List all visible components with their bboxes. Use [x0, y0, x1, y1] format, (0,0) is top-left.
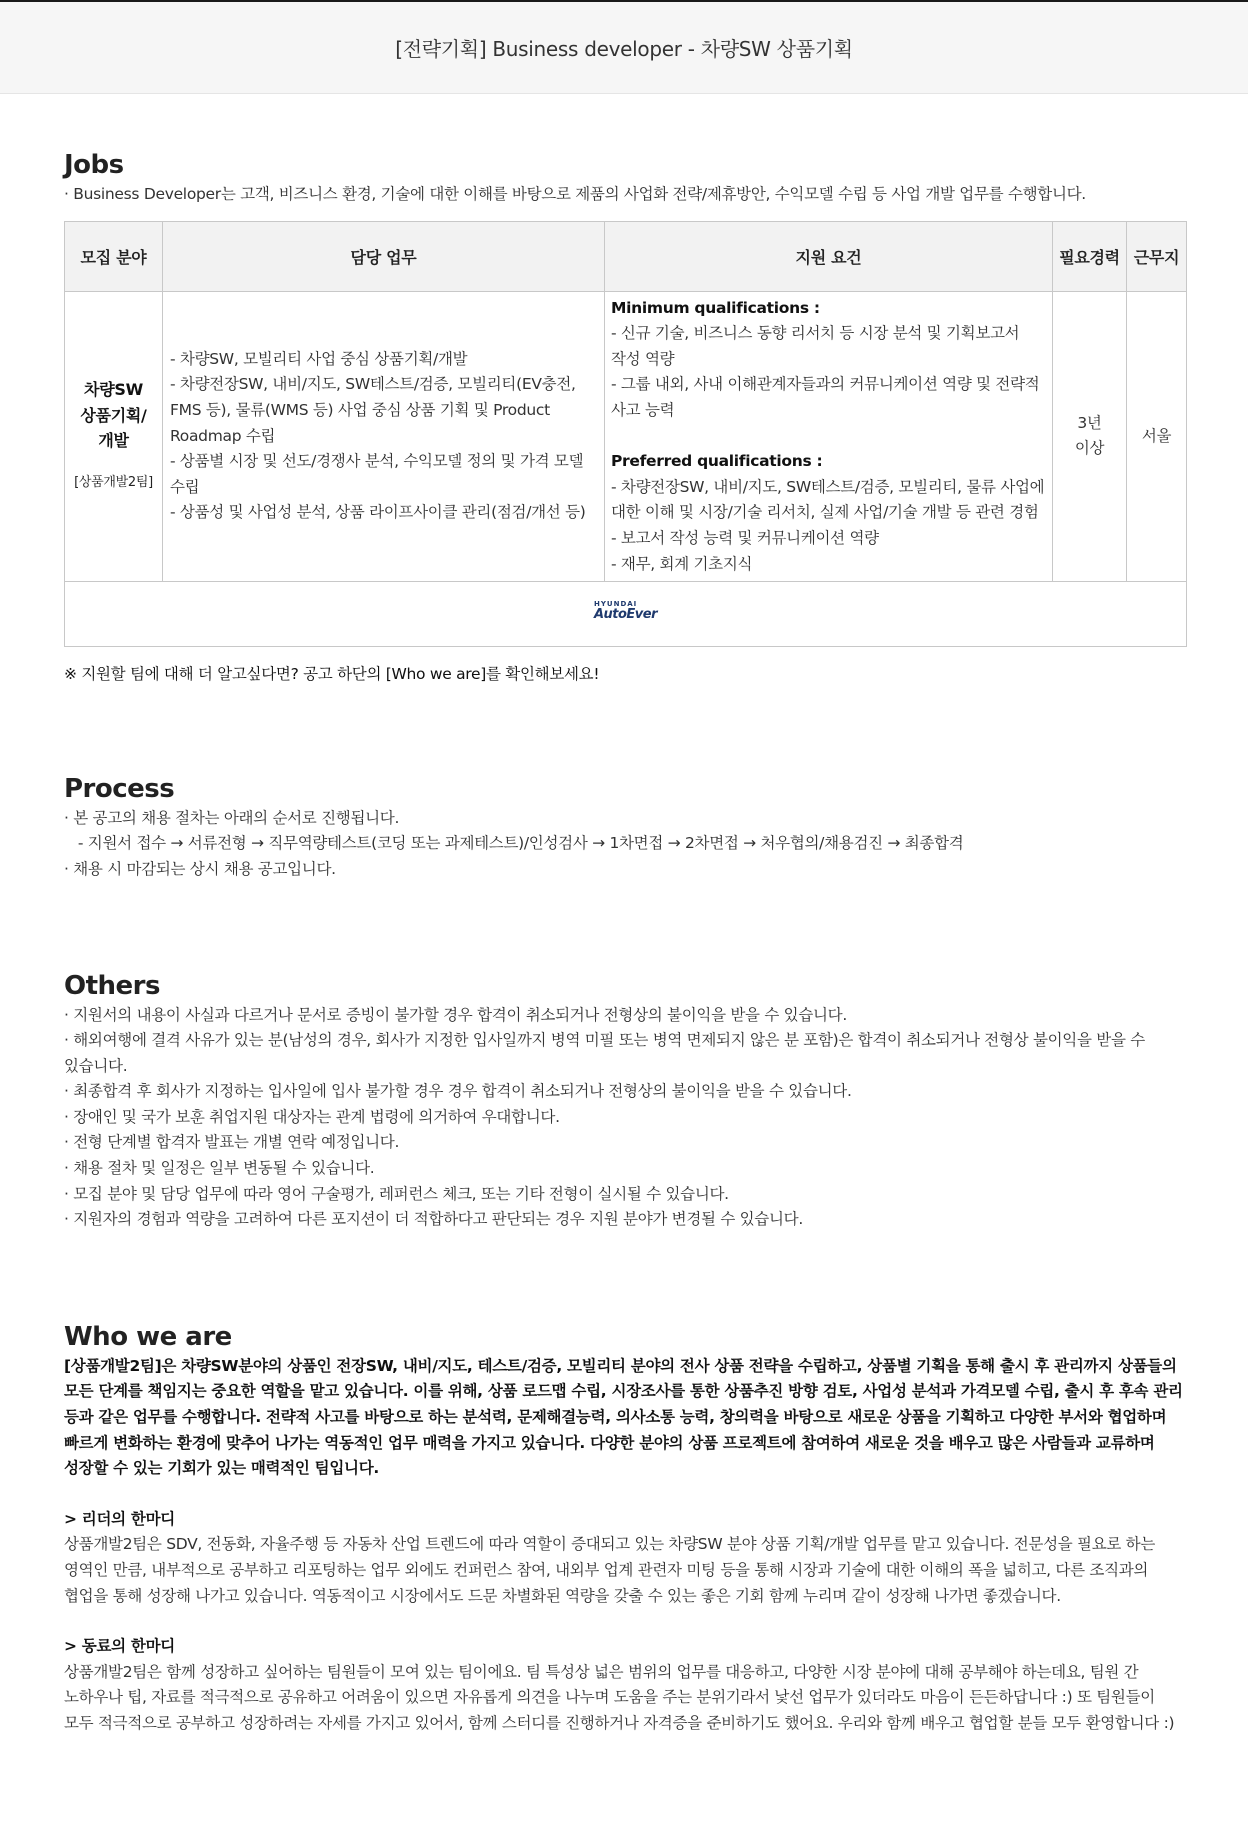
jobs-title: Jobs	[64, 150, 124, 180]
req-line: 대한 이해 및 시장/기술 리서치, 실제 사업/기술 개발 등 관련 경험	[611, 503, 1039, 522]
duty-line: FMS 등), 물류(WMS 등) 사업 중심 상품 기획 및 Product	[170, 400, 550, 419]
table-row	[65, 291, 1187, 582]
header-requirements: 지원 요건	[605, 221, 1053, 291]
section-process	[64, 772, 1184, 883]
duty-line: - 상품별 시장 및 선도/경쟁사 분석, 수익모델 정의 및 가격 모델	[170, 452, 584, 471]
others-line: · 장애인 및 국가 보훈 취업지원 대상자는 관계 법령에 의거하여 우대합니다.	[64, 1107, 560, 1126]
duty-line: Roadmap 수립	[170, 426, 276, 445]
others-line: · 해외여행에 결격 사유가 있는 분(남성의 경우, 회사가 지정한 입사일까지 병역 미필 또는 병역 면제되지 않은 분 포함)은 합격이 취소되거나 전형상 불이익을 받을 수	[64, 1031, 1145, 1050]
pref-qual-title: Preferred qualifications :	[611, 452, 823, 471]
team-label: [상품개발2팀]	[74, 474, 153, 490]
field-name-line: 차량SW	[84, 380, 143, 400]
others-line: 있습니다.	[64, 1056, 128, 1075]
cell-requirements	[605, 291, 1053, 582]
cell-location: 서울	[1127, 291, 1187, 582]
field-name-line: 개발	[98, 431, 129, 451]
career-line: 이상	[1074, 439, 1105, 458]
duty-line: - 상품성 및 사업성 분석, 상품 라이프사이클 관리(점검/개선 등)	[170, 503, 586, 522]
req-line: - 재무, 회계 기초지식	[611, 554, 753, 573]
peer-line: 모두 적극적으로 공부하고 성장하려는 자세를 가지고 있어서, 함께 스터디를 진행하거나 자격증을 준비하기도 했어요. 우리와 함께 배우고 협업할 분들 모두 환영합니다 :)	[64, 1713, 1175, 1732]
table-header-row	[65, 221, 1187, 291]
logo-main-text: AutoEver	[593, 607, 658, 623]
page-header	[0, 2, 1248, 94]
duty-line: 수립	[170, 477, 200, 496]
leader-line: 영역인 만큼, 내부적으로 공부하고 리포팅하는 업무 외에도 컨퍼런스 참여, 내외부 업계 관련자 미팅 등을 통해 시장과 기술에 대한 이해의 폭을 넓히고, 다른 조직과의	[64, 1561, 1149, 1579]
section-jobs	[64, 148, 1184, 688]
process-title: Process	[64, 773, 175, 804]
process-line: - 지원서 접수 → 서류전형 → 직무역량테스트(코딩 또는 과제테스트)/인성검사 → 1차면접 → 2차면접 → 처우협의/채용검진 → 최종합격	[64, 834, 964, 853]
duty-line: - 차량전장SW, 내비/지도, SW테스트/검증, 모빌리티(EV충전,	[170, 375, 576, 394]
cell-duties	[163, 291, 605, 582]
logo-small-text: HYUNDAI	[593, 600, 638, 609]
others-title: Others	[64, 970, 160, 1001]
who-intro-line: 모든 단계를 책임지는 중요한 역할을 맡고 있습니다. 이를 위해, 상품 로드맵 수립, 시장조사를 통한 상품추진 방향 검토, 사업성 분석과 가격모델 수립, 출시 후 후속 관리	[64, 1382, 1183, 1401]
peer-line: 노하우나 팁, 자료를 적극적으로 공유하고 어려움이 있으면 자유롭게 의견을 나누며 도움을 주는 분위기라서 낯선 업무가 있더라도 마음이 든든하답니다 :) 또 팀원들이	[64, 1688, 1155, 1707]
page-title: [전략기획] Business developer - 차량SW 상품기획	[395, 37, 853, 61]
career-line: 3년	[1077, 413, 1102, 432]
header-field: 모집 분야	[65, 221, 163, 291]
others-line: · 지원자의 경험과 역량을 고려하여 다른 포지션이 더 적합하다고 판단되는 경우 지원 분야가 변경될 수 있습니다.	[64, 1210, 803, 1229]
content	[64, 148, 1184, 1737]
process-line: · 본 공고의 채용 절차는 아래의 순서로 진행됩니다.	[64, 808, 400, 827]
hyundai-autoever-logo	[594, 601, 657, 621]
cell-logo	[65, 582, 1187, 647]
who-title: Who we are	[64, 1321, 232, 1352]
req-line: 작성 역량	[611, 349, 675, 368]
others-line: · 채용 절차 및 일정은 일부 변동될 수 있습니다.	[64, 1159, 375, 1178]
header-duties: 담당 업무	[163, 221, 605, 291]
spacer	[64, 1482, 1184, 1507]
jobs-intro: · Business Developer는 고객, 비즈니스 환경, 기술에 대한 이해를 바탕으로 제품의 사업화 전략/제휴방안, 수익모델 수립 등 사업 개발 업무를 수행합니다.	[64, 185, 1086, 203]
process-line: · 채용 시 마감되는 상시 채용 공고입니다.	[64, 859, 336, 878]
peer-title: > 동료의 한마디	[64, 1637, 175, 1656]
others-line: · 전형 단계별 합격자 발표는 개별 연락 예정입니다.	[64, 1133, 400, 1152]
who-intro-line: 성장할 수 있는 기회가 있는 매력적인 팀입니다.	[64, 1459, 379, 1478]
who-intro-line: 등과 같은 업무를 수행합니다. 전략적 사고를 바탕으로 하는 분석력, 문제해결능력, 의사소통 능력, 창의력을 바탕으로 새로운 상품을 기획하고 다양한 부서와 협업하며	[64, 1408, 1167, 1427]
min-qual-title: Minimum qualifications :	[611, 298, 820, 317]
leader-line: 상품개발2팀은 SDV, 전동화, 자율주행 등 자동차 산업 트렌드에 따라 역할이 증대되고 있는 차량SW 분야 상품 기획/개발 업무를 맡고 있습니다. 전문성을 필요로 하는	[64, 1535, 1156, 1554]
req-line: - 차량전장SW, 내비/지도, SW테스트/검증, 모빌리티, 물류 사업에	[611, 477, 1045, 496]
cell-field	[65, 291, 163, 582]
who-intro-line: 빠르게 변화하는 환경에 맞추어 나가는 역동적인 업무 매력을 가지고 있습니다. 다양한 분야의 상품 프로젝트에 참여하여 새로운 것을 배우고 많은 사람들과 교류하며	[64, 1433, 1155, 1452]
header-location: 근무지	[1127, 221, 1187, 291]
duty-line: - 차량SW, 모빌리티 사업 중심 상품기획/개발	[170, 349, 468, 368]
section-others	[64, 969, 1184, 1233]
req-line: - 그룹 내외, 사내 이해관계자들과의 커뮤니케이션 역량 및 전략적	[611, 375, 1040, 394]
req-gap	[611, 424, 1046, 450]
req-line: - 보고서 작성 능력 및 커뮤니케이션 역량	[611, 528, 879, 547]
leader-line: 협업을 통해 성장해 나가고 있습니다. 역동적이고 시장에서도 드문 차별화된 역량을 갖출 수 있는 좋은 기회 함께 누리며 같이 성장해 나가면 좋겠습니다.	[64, 1586, 1061, 1605]
jobs-note: ※ 지원할 팀에 대해 더 알고싶다면? 공고 하단의 [Who we are]를 확인해보세요!	[64, 665, 600, 684]
others-line: · 모집 분야 및 담당 업무에 따라 영어 구술평가, 레퍼런스 체크, 또는 기타 전형이 실시될 수 있습니다.	[64, 1184, 729, 1203]
req-line: 사고 능력	[611, 400, 675, 419]
cell-career	[1053, 291, 1127, 582]
req-line: - 신규 기술, 비즈니스 동향 리서치 등 시장 분석 및 기획보고서	[611, 324, 1020, 343]
spacer	[64, 1609, 1184, 1634]
header-career: 필요경력	[1053, 221, 1127, 291]
jobs-table	[64, 221, 1187, 648]
peer-line: 상품개발2팀은 함께 성장하고 싶어하는 팀원들이 모여 있는 팀이에요. 팀 특성상 넓은 범위의 업무를 대응하고, 다양한 시장 분야에 대해 공부해야 하는데요, 팀원 간	[64, 1662, 1139, 1681]
who-intro-line: [상품개발2팀]은 차량SW분야의 상품인 전장SW, 내비/지도, 테스트/검증, 모빌리티 분야의 전사 상품 전략을 수립하고, 상품별 기획을 통해 출시 후 관리까지 상품들의	[64, 1356, 1177, 1375]
others-line: · 지원서의 내용이 사실과 다르거나 문서로 증빙이 불가할 경우 합격이 취소되거나 전형상의 불이익을 받을 수 있습니다.	[64, 1005, 847, 1024]
table-logo-row	[65, 582, 1187, 647]
field-name-line: 상품기획/	[80, 405, 147, 425]
section-who-we-are	[64, 1320, 1184, 1737]
others-line: · 최종합격 후 회사가 지정하는 입사일에 입사 불가할 경우 경우 합격이 취소되거나 전형상의 불이익을 받을 수 있습니다.	[64, 1082, 852, 1101]
leader-title: > 리더의 한마디	[64, 1509, 175, 1528]
